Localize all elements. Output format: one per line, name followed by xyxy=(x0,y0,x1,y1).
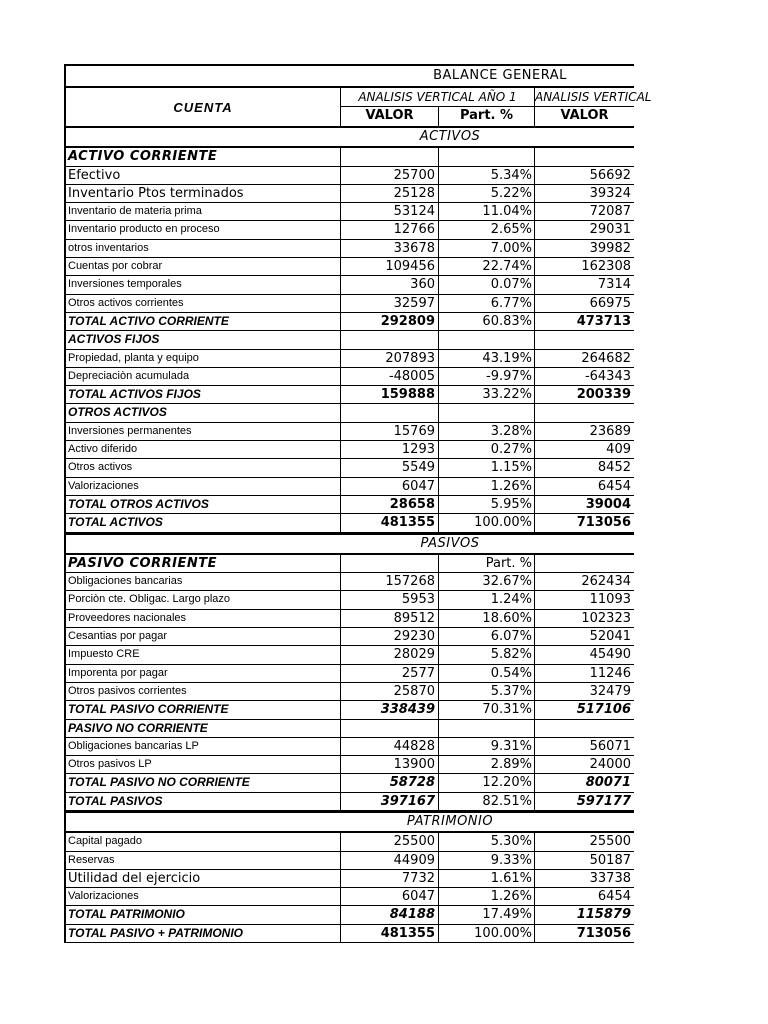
table-row xyxy=(66,258,634,276)
value-year1-cell: 28029 xyxy=(341,646,439,664)
table-row xyxy=(66,628,634,646)
value-year2-cell: 66975 xyxy=(535,295,634,313)
part-year1-cell: 5.30% xyxy=(439,833,535,851)
value-year1-cell: 25128 xyxy=(341,185,439,203)
part-year1-cell: 100.00% xyxy=(439,925,535,943)
account-name-cell: Utilidad del ejercicio xyxy=(66,870,341,888)
account-name-cell: TOTAL OTROS ACTIVOS xyxy=(66,496,341,514)
header-valor-2: VALOR xyxy=(560,108,609,123)
part-year1-cell xyxy=(439,404,535,422)
account-name-cell: Otros pasivos corrientes xyxy=(66,683,341,701)
table-row xyxy=(66,404,634,422)
part-year1-cell xyxy=(439,720,535,738)
value-year2-cell xyxy=(535,720,634,738)
value-year1-cell: 481355 xyxy=(341,925,439,943)
table-row xyxy=(66,833,634,851)
account-name-cell: PASIVO NO CORRIENTE xyxy=(66,720,341,738)
account-name-cell: TOTAL PASIVO NO CORRIENTE xyxy=(66,774,341,792)
value-year1-cell: 44909 xyxy=(341,852,439,870)
value-year1-cell: 109456 xyxy=(341,258,439,276)
value-year1-cell: -48005 xyxy=(341,368,439,386)
value-year2-cell: 50187 xyxy=(535,852,634,870)
account-name-cell: ACTIVOS FIJOS xyxy=(66,331,341,349)
value-year1-cell: 481355 xyxy=(341,514,439,532)
value-year1-cell xyxy=(341,720,439,738)
value-year2-cell: 52041 xyxy=(535,628,634,646)
table-row xyxy=(66,459,634,477)
table-row xyxy=(66,720,634,738)
value-year2-cell: 200339 xyxy=(535,386,634,404)
table-row xyxy=(66,852,634,870)
value-year2-cell: 262434 xyxy=(535,573,634,591)
account-name-cell: TOTAL PATRIMONIO xyxy=(66,906,341,924)
account-name-cell: Efectivo xyxy=(66,167,341,185)
account-name-cell: Valorizaciones xyxy=(66,888,341,906)
value-year1-cell xyxy=(341,331,439,349)
table-row xyxy=(66,738,634,756)
table-row xyxy=(66,185,634,203)
table-row xyxy=(66,295,634,313)
value-year2-cell xyxy=(535,331,634,349)
value-year2-cell: 6454 xyxy=(535,478,634,496)
table-row xyxy=(66,514,634,534)
value-year2-cell: 102323 xyxy=(535,610,634,628)
part-year1-cell: 5.34% xyxy=(439,167,535,185)
table-row xyxy=(66,906,634,924)
table-row xyxy=(66,350,634,368)
value-year1-cell: 44828 xyxy=(341,738,439,756)
value-year2-cell: 56692 xyxy=(535,167,634,185)
part-year1-cell: 5.82% xyxy=(439,646,535,664)
part-year1-cell: 70.31% xyxy=(439,701,535,719)
account-name-cell: Reservas xyxy=(66,852,341,870)
table-row xyxy=(66,313,634,331)
part-year1-cell: 32.67% xyxy=(439,573,535,591)
part-year1-cell: 2.89% xyxy=(439,756,535,774)
part-year1-cell: 100.00% xyxy=(439,514,535,532)
table-row xyxy=(66,774,634,792)
value-year2-cell: 7314 xyxy=(535,276,634,294)
header-group-year1: ANALISIS VERTICAL AÑO 1 xyxy=(341,88,535,107)
part-year1-cell: 33.22% xyxy=(439,386,535,404)
table-row xyxy=(66,888,634,906)
value-year1-cell: 25700 xyxy=(341,167,439,185)
value-year1-cell: 292809 xyxy=(341,313,439,331)
value-year2-cell xyxy=(535,148,634,166)
value-year2-cell xyxy=(535,555,634,573)
table-row xyxy=(66,221,634,239)
value-year1-cell: 33678 xyxy=(341,240,439,258)
table-row xyxy=(66,555,634,573)
table-row xyxy=(66,683,634,701)
part-year1-cell: 3.28% xyxy=(439,423,535,441)
account-name-cell: Inventario producto en proceso xyxy=(66,221,341,239)
account-name-cell: Activo diferido xyxy=(66,441,341,459)
value-year2-cell: -64343 xyxy=(535,368,634,386)
value-year2-cell: 39982 xyxy=(535,240,634,258)
part-year1-cell: 18.60% xyxy=(439,610,535,628)
account-name-cell: Impuesto CRE xyxy=(66,646,341,664)
account-name-cell: Otros activos xyxy=(66,459,341,477)
table-header xyxy=(66,88,652,128)
value-year2-cell: 72087 xyxy=(535,203,634,221)
table-row xyxy=(66,331,634,349)
value-year1-cell: 29230 xyxy=(341,628,439,646)
value-year1-cell: 6047 xyxy=(341,888,439,906)
part-year1-cell: 5.95% xyxy=(439,496,535,514)
value-year1-cell: 397167 xyxy=(341,793,439,811)
value-year1-cell: 25500 xyxy=(341,833,439,851)
part-year1-cell: 17.49% xyxy=(439,906,535,924)
account-name-cell: Cesantias por pagar xyxy=(66,628,341,646)
value-year1-cell: 360 xyxy=(341,276,439,294)
value-year2-cell: 11093 xyxy=(535,591,634,609)
part-year1-cell: 2.65% xyxy=(439,221,535,239)
account-name-cell: otros inventarios xyxy=(66,240,341,258)
section-band-patrimonio xyxy=(66,813,634,833)
value-year2-cell: 56071 xyxy=(535,738,634,756)
value-year2-cell: 473713 xyxy=(535,313,634,331)
table-row xyxy=(66,148,634,166)
table-row xyxy=(66,573,634,591)
value-year2-cell: 264682 xyxy=(535,350,634,368)
part-year1-cell: 9.31% xyxy=(439,738,535,756)
part-year1-cell: -9.97% xyxy=(439,368,535,386)
value-year2-cell: 25500 xyxy=(535,833,634,851)
value-year1-cell: 53124 xyxy=(341,203,439,221)
part-year1-cell xyxy=(439,331,535,349)
part-year1-cell: 1.61% xyxy=(439,870,535,888)
table-row xyxy=(66,441,634,459)
table-row xyxy=(66,646,634,664)
table-row xyxy=(66,478,634,496)
table-row xyxy=(66,386,634,404)
account-name-cell: TOTAL ACTIVOS xyxy=(66,514,341,532)
table-row xyxy=(66,167,634,185)
value-year2-cell: 115879 xyxy=(535,906,634,924)
account-name-cell: TOTAL PASIVO + PATRIMONIO xyxy=(66,925,341,943)
table-row xyxy=(66,240,634,258)
table-row xyxy=(66,591,634,609)
table-row xyxy=(66,701,634,719)
value-year2-cell: 162308 xyxy=(535,258,634,276)
value-year2-cell: 517106 xyxy=(535,701,634,719)
part-year1-cell: 22.74% xyxy=(439,258,535,276)
part-year1-cell: 1.24% xyxy=(439,591,535,609)
account-name-cell: Proveedores nacionales xyxy=(66,610,341,628)
account-name-cell: Inversiones permanentes xyxy=(66,423,341,441)
account-name-cell: TOTAL ACTIVO CORRIENTE xyxy=(66,313,341,331)
value-year1-cell: 58728 xyxy=(341,774,439,792)
value-year2-cell: 6454 xyxy=(535,888,634,906)
section-label: PATRIMONIO xyxy=(406,813,494,829)
account-name-cell: Inventario de materia prima xyxy=(66,203,341,221)
value-year2-cell xyxy=(535,404,634,422)
account-name-cell: Obligaciones bancarias LP xyxy=(66,738,341,756)
account-name-cell: TOTAL ACTIVOS FIJOS xyxy=(66,386,341,404)
value-year1-cell: 159888 xyxy=(341,386,439,404)
part-year1-cell: 0.27% xyxy=(439,441,535,459)
table-row xyxy=(66,870,634,888)
part-year1-cell: 5.37% xyxy=(439,683,535,701)
part-year1-cell: 1.26% xyxy=(439,888,535,906)
value-year1-cell: 89512 xyxy=(341,610,439,628)
section-label: PASIVOS xyxy=(420,535,480,551)
value-year1-cell: 5549 xyxy=(341,459,439,477)
part-year1-cell: 11.04% xyxy=(439,203,535,221)
value-year2-cell: 713056 xyxy=(535,514,634,532)
balance-sheet-table xyxy=(64,64,652,943)
value-year2-cell: 39004 xyxy=(535,496,634,514)
value-year2-cell: 45490 xyxy=(535,646,634,664)
account-name-cell: Capital pagado xyxy=(66,833,341,851)
value-year1-cell: 207893 xyxy=(341,350,439,368)
section-band-pasivos xyxy=(66,535,634,555)
account-name-cell: Inversiones temporales xyxy=(66,276,341,294)
value-year1-cell: 25870 xyxy=(341,683,439,701)
table-row xyxy=(66,925,634,943)
account-name-cell: Obligaciones bancarias xyxy=(66,573,341,591)
part-year1-cell: 1.26% xyxy=(439,478,535,496)
value-year2-cell: 23689 xyxy=(535,423,634,441)
value-year1-cell xyxy=(341,148,439,166)
account-name-cell: Propiedad, planta y equipo xyxy=(66,350,341,368)
part-year1-cell: 5.22% xyxy=(439,185,535,203)
account-name-cell: Depreciaciòn acumulada xyxy=(66,368,341,386)
value-year1-cell: 15769 xyxy=(341,423,439,441)
value-year1-cell: 28658 xyxy=(341,496,439,514)
value-year1-cell: 7732 xyxy=(341,870,439,888)
value-year1-cell: 32597 xyxy=(341,295,439,313)
value-year1-cell: 6047 xyxy=(341,478,439,496)
table-row xyxy=(66,276,634,294)
table-body xyxy=(66,148,634,943)
value-year1-cell: 157268 xyxy=(341,573,439,591)
value-year2-cell: 32479 xyxy=(535,683,634,701)
header-valor-1: VALOR xyxy=(341,107,439,126)
section-band-activos xyxy=(66,128,634,148)
value-year2-cell: 39324 xyxy=(535,185,634,203)
account-name-cell: Otros pasivos LP xyxy=(66,756,341,774)
value-year1-cell: 1293 xyxy=(341,441,439,459)
value-year2-cell: 29031 xyxy=(535,221,634,239)
table-row xyxy=(66,203,634,221)
part-year1-cell: 6.07% xyxy=(439,628,535,646)
account-name-cell: Valorizaciones xyxy=(66,478,341,496)
table-row xyxy=(66,793,634,813)
value-year1-cell xyxy=(341,555,439,573)
table-row xyxy=(66,496,634,514)
account-name-cell: PASIVO CORRIENTE xyxy=(66,555,341,573)
value-year2-cell: 80071 xyxy=(535,774,634,792)
sheet-title: BALANCE GENERAL xyxy=(66,66,634,88)
part-year1-cell: 6.77% xyxy=(439,295,535,313)
value-year2-cell: 33738 xyxy=(535,870,634,888)
header-cuenta: CUENTA xyxy=(66,88,341,126)
part-year1-cell: 0.54% xyxy=(439,665,535,683)
part-year1-cell: 43.19% xyxy=(439,350,535,368)
part-year1-cell: 9.33% xyxy=(439,852,535,870)
account-name-cell: Porciòn cte. Obligac. Largo plazo xyxy=(66,591,341,609)
account-name-cell: Inventario Ptos terminados xyxy=(66,185,341,203)
table-row xyxy=(66,368,634,386)
account-name-cell: OTROS ACTIVOS xyxy=(66,404,341,422)
value-year2-cell: 409 xyxy=(535,441,634,459)
value-year2-cell: 11246 xyxy=(535,665,634,683)
table-row xyxy=(66,610,634,628)
account-name-cell: ACTIVO CORRIENTE xyxy=(66,148,341,166)
table-row xyxy=(66,665,634,683)
part-year1-cell xyxy=(439,148,535,166)
part-year1-cell: Part. % xyxy=(439,555,535,573)
value-year1-cell: 338439 xyxy=(341,701,439,719)
value-year1-cell: 12766 xyxy=(341,221,439,239)
account-name-cell: Otros activos corrientes xyxy=(66,295,341,313)
value-year1-cell: 13900 xyxy=(341,756,439,774)
section-label: ACTIVOS xyxy=(419,129,481,144)
value-year1-cell: 84188 xyxy=(341,906,439,924)
part-year1-cell: 12.20% xyxy=(439,774,535,792)
account-name-cell: Imporenta por pagar xyxy=(66,665,341,683)
value-year2-cell: 597177 xyxy=(535,793,634,811)
account-name-cell: Cuentas por cobrar xyxy=(66,258,341,276)
value-year2-cell: 713056 xyxy=(535,925,634,943)
value-year2-cell: 8452 xyxy=(535,459,634,477)
account-name-cell: TOTAL PASIVOS xyxy=(66,793,341,811)
value-year1-cell: 2577 xyxy=(341,665,439,683)
header-part-1: Part. % xyxy=(439,107,535,126)
part-year1-cell: 7.00% xyxy=(439,240,535,258)
value-year1-cell xyxy=(341,404,439,422)
part-year1-cell: 0.07% xyxy=(439,276,535,294)
value-year1-cell: 5953 xyxy=(341,591,439,609)
table-row xyxy=(66,756,634,774)
part-year1-cell: 82.51% xyxy=(439,793,535,811)
account-name-cell: TOTAL PASIVO CORRIENTE xyxy=(66,701,341,719)
part-year1-cell: 60.83% xyxy=(439,313,535,331)
value-year2-cell: 24000 xyxy=(535,756,634,774)
table-row xyxy=(66,423,634,441)
part-year1-cell: 1.15% xyxy=(439,459,535,477)
header-group-year2: ANALISIS VERTICAL xyxy=(535,88,634,107)
